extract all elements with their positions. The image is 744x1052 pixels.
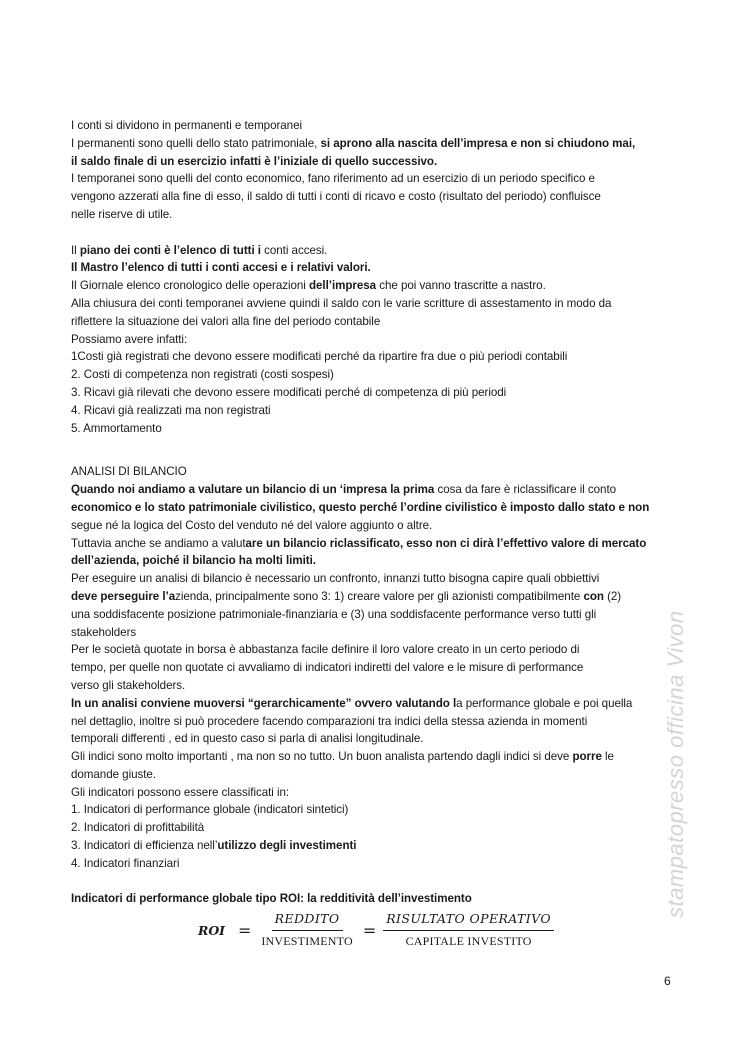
bold-run: porre [572, 750, 602, 764]
bold-run: Il Mastro l’elenco di tutti i conti accesi e i relativi valori. [71, 261, 371, 275]
text-line [71, 259, 681, 277]
spacer [71, 873, 681, 891]
text-run: 3. Ricavi già rilevati che devono essere modificati perché di competenza di più periodi [71, 385, 507, 399]
text-run: verso gli stakeholders. [71, 678, 186, 692]
text-run: 4. Ricavi già realizzati ma non registrati [71, 403, 271, 417]
text-line [71, 801, 681, 819]
text-line [71, 695, 681, 713]
bold-run: Quando noi andiamo a valutare un bilancio di un ‘impresa la prima [71, 483, 435, 497]
text-line [71, 819, 681, 837]
section-analisi-di-bilancio [71, 463, 681, 872]
text-run: I temporanei sono quelli del conto economico, fano riferimento ad un esercizio di un periodo specifico e [71, 172, 595, 186]
spacer [71, 437, 681, 463]
fraction-reddito [258, 910, 356, 951]
text-run: Gli indici sono molto importanti , ma non so no tutto. Un buon analista partendo dagli indici si deve [71, 750, 573, 764]
text-line [71, 890, 681, 908]
text-run: 3. Indicatori di efficienza nell’ [71, 839, 218, 853]
text-run: 1Costi già registrati che devono essere modificati perché da ripartire fra due o più periodi contabili [71, 350, 568, 364]
text-run: che poi vanno trascritte a nastro. [376, 279, 546, 293]
text-line [71, 481, 681, 499]
text-line [71, 641, 681, 659]
text-line [71, 713, 681, 731]
text-line [71, 348, 681, 366]
text-line [71, 117, 681, 135]
text-run: le [601, 750, 614, 764]
text-line [71, 677, 681, 695]
text-run: vengono azzerati alla fine di esso, il saldo di tutti i conti di ricavo e costo (risultato del periodo) confluisce [71, 190, 601, 204]
bold-run: dell’azienda, poiché il bilancio ha molti limiti. [71, 554, 316, 568]
text-line [71, 331, 681, 349]
text-line [71, 206, 681, 224]
text-line [71, 588, 681, 606]
bold-run: In un analisi conviene muoversi “gerarchicamente” ovvero valutando l [71, 696, 457, 710]
text-run: 2. Costi di competenza non registrati (costi sospesi) [71, 368, 334, 382]
text-line [71, 295, 681, 313]
text-run: 4. Indicatori finanziari [71, 856, 180, 870]
bold-run: con [583, 589, 604, 603]
text-run: tempo, per quelle non quotate ci avvaliamo di indicatori indiretti del valore e le misure di performance [71, 661, 584, 675]
text-run: Per le società quotate in borsa è abbastanza facile definire il loro valore creato in un certo periodo di [71, 643, 580, 657]
text-line [71, 242, 681, 260]
text-line [71, 420, 681, 438]
text-run: 2. Indicatori di profittabilità [71, 821, 205, 835]
bold-run: si aprono alla nascita dell’impresa e non si chiudono mai, [320, 136, 636, 150]
fraction-denominator: CAPITALE INVESTITO [405, 934, 532, 949]
text-line [71, 784, 681, 802]
section-roi-heading [71, 890, 681, 908]
text-line [71, 570, 681, 588]
bold-run: il saldo finale di un esercizio infatti è l’iniziale di quello successivo. [71, 154, 438, 168]
text-line [71, 366, 681, 384]
text-run: 5. Ammortamento [71, 421, 162, 435]
text-line [71, 535, 681, 553]
text-run: 1. Indicatori di performance globale (indicatori sintetici) [71, 803, 349, 817]
text-line [71, 153, 681, 171]
document-body [71, 117, 681, 951]
text-line [71, 517, 681, 535]
text-run: domande giuste. [71, 767, 156, 781]
text-run: una soddisfacente posizione patrimoniale-finanziaria e (3) una soddisfacente performance verso tutti gli [71, 607, 597, 621]
text-line [71, 402, 681, 420]
text-run: Il Giornale elenco cronologico delle operazioni [71, 279, 309, 293]
text-line [71, 659, 681, 677]
text-line [71, 170, 681, 188]
text-run: cosa da fare è riclassificare il conto [434, 483, 617, 497]
text-run: conti accesi. [260, 243, 328, 257]
text-run: a performance globale e poi quella [456, 696, 633, 710]
text-line [71, 313, 681, 331]
text-run: Tuttavia anche se andiamo a valut [71, 536, 246, 550]
text-run: stakeholders [71, 625, 137, 639]
text-run: (2) [603, 589, 622, 603]
page-number: 6 [664, 974, 671, 988]
fraction-numerator: RISULTATO OPERATIVO [383, 910, 554, 931]
watermark: stampatopresso officina Vivon [663, 610, 688, 918]
text-run: I permanenti sono quelli dello stato patrimoniale, [71, 136, 321, 150]
text-line [71, 135, 681, 153]
roi-formula [71, 910, 681, 951]
text-run: temporali differenti , ed in questo caso si parla di analisi longitudinale. [71, 732, 424, 746]
bold-run: Indicatori di performance globale tipo ROI: la redditività dell’investimento [71, 892, 472, 906]
text-run: Il [71, 243, 80, 257]
text-line [71, 499, 681, 517]
bold-run: deve perseguire l’a [71, 589, 176, 603]
text-run: Gli indicatori possono essere classificati in: [71, 785, 290, 799]
fraction-numerator: REDDITO [272, 910, 343, 931]
fraction-denominator: INVESTIMENTO [261, 934, 353, 949]
text-line [71, 837, 681, 855]
bold-run: are un bilancio riclassificato, esso non ci dirà l’effettivo valore di mercato [245, 536, 647, 550]
spacer [71, 224, 681, 242]
text-line [71, 766, 681, 784]
text-run: Per eseguire un analisi di bilancio è necessario un confronto, innanzi tutto bisogna capire quali obbiettivi [71, 572, 600, 586]
text-line [71, 855, 681, 873]
section-conti [71, 117, 681, 224]
bold-run: piano dei conti è l’elenco di tutti i [79, 243, 261, 257]
fraction-risultato-operativo [383, 910, 554, 951]
text-run: zienda, principalmente sono 3: 1) creare valore per gli azionisti compatibilmente [175, 589, 584, 603]
bold-run: utilizzo degli investimenti [217, 839, 357, 853]
text-run: segue né la logica del Costo del venduto né del valore aggiunto o altre. [71, 518, 433, 532]
text-line [71, 624, 681, 642]
formula-lhs: ROI [198, 922, 225, 938]
text-run: Alla chiusura dei conti temporanei avviene quindi il saldo con le varie scritture di assestamento in modo da [71, 296, 612, 310]
formula-equals: = [237, 920, 252, 940]
bold-run: economico e lo stato patrimoniale civilistico, questo perché l’ordine civilistico è imposto dallo stato e non [71, 500, 650, 514]
bold-run: dell’impresa [309, 279, 377, 293]
section-piano-dei-conti [71, 242, 681, 438]
text-line [71, 552, 681, 570]
text-run: I conti si dividono in permanenti e temporanei [71, 119, 302, 132]
text-line [71, 384, 681, 402]
text-line [71, 748, 681, 766]
text-line [71, 606, 681, 624]
text-run: Possiamo avere infatti: [71, 332, 188, 346]
text-run: ANALISI DI BILANCIO [71, 465, 187, 479]
text-run: riflettere la situazione dei valori alla fine del periodo contabile [71, 314, 381, 328]
formula-equals: = [362, 920, 377, 940]
text-line [71, 463, 681, 481]
text-line [71, 730, 681, 748]
text-line [71, 277, 681, 295]
text-run: nelle riserve di utile. [71, 207, 173, 221]
text-run: nel dettaglio, inoltre si può procedere facendo comparazioni tra indici della stessa azienda in momenti [71, 714, 588, 728]
text-line [71, 188, 681, 206]
